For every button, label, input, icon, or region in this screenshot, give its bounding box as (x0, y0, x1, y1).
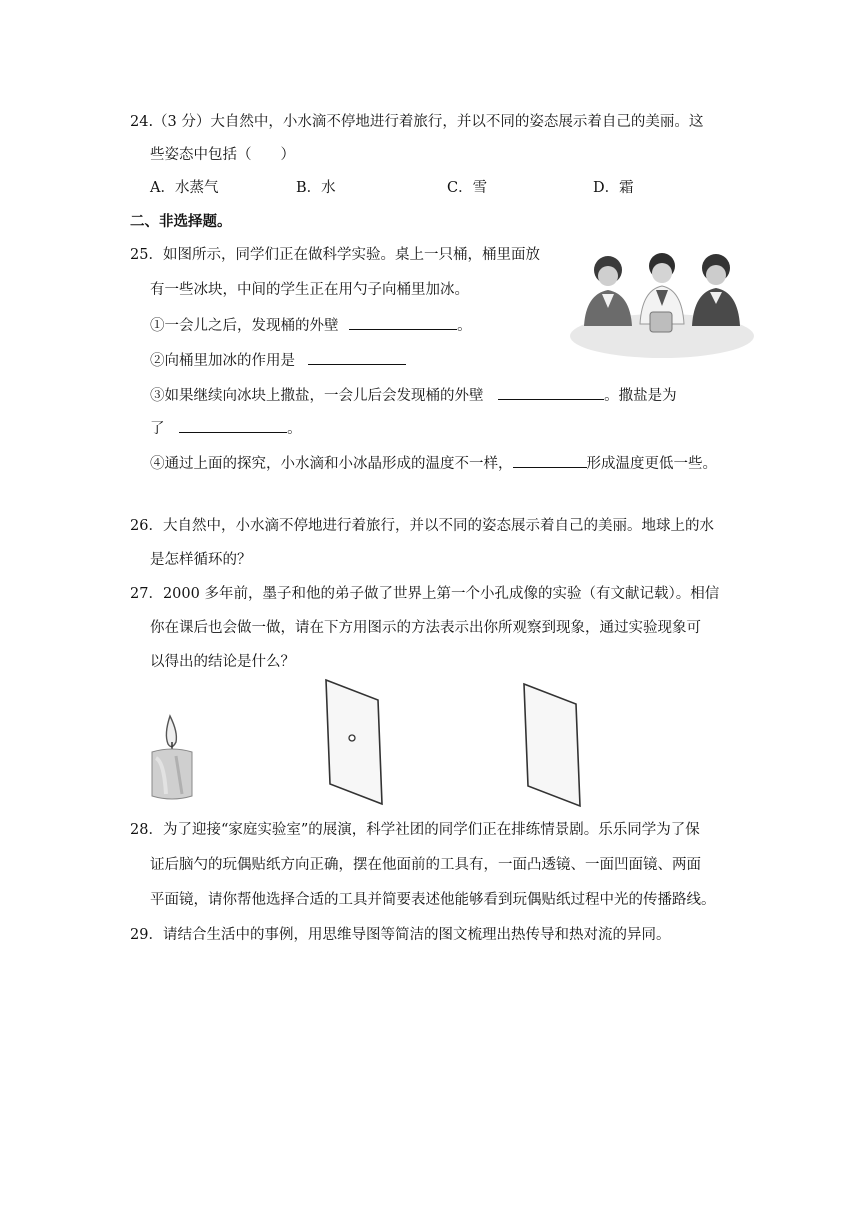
q24-option-b: B．水 (296, 180, 336, 196)
q27-stem-line2: 你在课后也会做一做，请在下方用图示的方法表示出你所观察到现象，通过实验现象可 (150, 620, 701, 636)
q24-option-c: C．雪 (447, 180, 488, 196)
q27-stem-line1: 27．2000 多年前，墨子和他的弟子做了世界上第一个小孔成像的实验（有文献记载）。相信 (130, 586, 720, 602)
q26-stem-line2: 是怎样循环的？ (150, 552, 252, 568)
q25-part3-suffix: 。撒盐是为 (604, 388, 677, 404)
q25-part4-answer-blank[interactable] (513, 453, 587, 468)
q24-option-d: D．霜 (593, 180, 634, 196)
q25-part1 (150, 315, 472, 336)
q25-part3b-suffix: 。 (287, 421, 302, 437)
q25-part1-suffix: 。 (457, 318, 472, 334)
q25-part3 (150, 385, 677, 406)
q25-part3-text: ③如果继续向冰块上撒盐，一会儿后会发现桶的外壁 (150, 388, 484, 404)
q24-option-a: A．水蒸气 (150, 180, 219, 196)
pinhole-icon (349, 735, 355, 741)
q25-part4-suffix: 形成温度更低一些。 (586, 456, 717, 472)
screen-with-pinhole-illustration (322, 678, 390, 808)
q25-part3b-answer-blank[interactable] (179, 418, 287, 433)
q25-part3-continued (150, 418, 302, 439)
q25-part4-text: ④通过上面的探究，小水滴和小冰晶形成的温度不一样， (150, 456, 513, 472)
q28-stem-line2: 证后脑勺的玩偶贴纸方向正确，摆在他面前的工具有，一面凸透镜、一面凹面镜、两面 (150, 857, 701, 873)
q29-stem-line1: 29．请结合生活中的事例，用思维导图等简洁的图文梳理出热传导和热对流的异同。 (130, 927, 671, 943)
q25-part3-answer-blank[interactable] (498, 385, 604, 400)
q25-part4 (150, 453, 717, 474)
section-heading: 二、非选择题。 (130, 213, 232, 230)
projection-screen-illustration (520, 682, 588, 810)
q28-stem-line1: 28．为了迎接“家庭实验室”的展演，科学社团的同学们正在排练情景剧。乐乐同学为了保 (130, 822, 700, 838)
q25-stem-line2: 有一些冰块，中间的学生正在用勺子向桶里加冰。 (150, 282, 469, 298)
q25-part3b-text: 了 (150, 421, 165, 437)
students-experiment-illustration (568, 246, 756, 358)
q24-stem-line1: 24.（3 分）大自然中，小水滴不停地进行着旅行，并以不同的姿态展示着自己的美丽。这 (130, 114, 704, 130)
q25-part1-text: ①一会儿之后，发现桶的外壁 (150, 318, 339, 334)
q25-stem-line1: 25．如图所示，同学们正在做科学实验。桌上一只桶，桶里面放 (130, 247, 540, 263)
q28-stem-line3: 平面镜，请你帮他选择合适的工具并简要表述他能够看到玩偶贴纸过程中光的传播路线。 (150, 892, 716, 908)
q25-part2-text: ②向桶里加冰的作用是 (150, 353, 295, 369)
q25-part1-answer-blank[interactable] (349, 315, 457, 330)
candle-illustration (146, 712, 198, 808)
q27-stem-line3: 以得出的结论是什么？ (150, 654, 295, 670)
q25-part2-answer-blank[interactable] (308, 350, 406, 365)
q25-part2 (150, 350, 406, 371)
q26-stem-line1: 26．大自然中，小水滴不停地进行着旅行，并以不同的姿态展示着自己的美丽。地球上的水 (130, 518, 714, 534)
q24-stem-line2: 些姿态中包括（ ） (150, 147, 295, 163)
